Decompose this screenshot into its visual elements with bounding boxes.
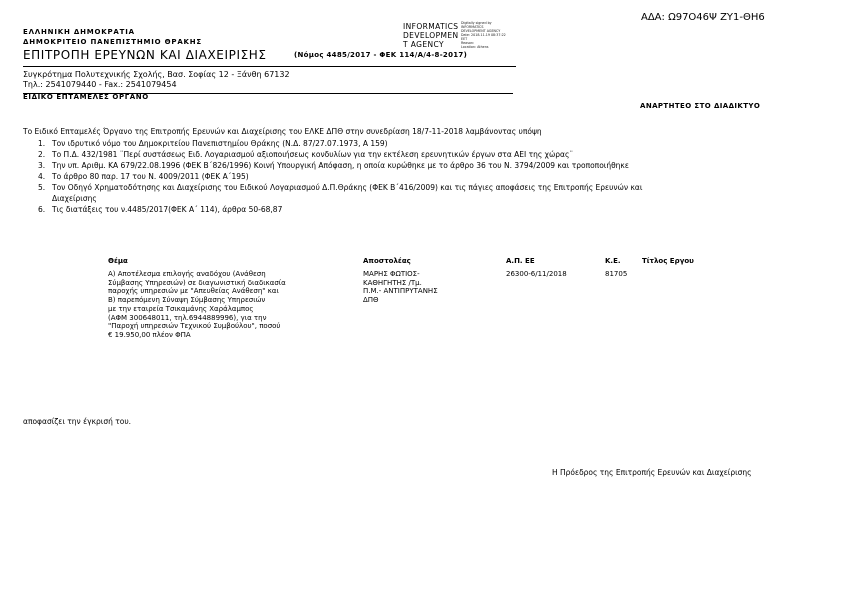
signature-detail: EET bbox=[461, 37, 468, 41]
ada-code: ΑΔΑ: Ω97Ο46Ψ ΖΥ1-ΘΗ6 bbox=[641, 12, 765, 23]
signer-line-2: DEVELOPMEN bbox=[403, 31, 459, 40]
list-item: 6. Τις διατάξεις του ν.4485/2017(ΦΕΚ Α΄ 114), άρθρα 50-68,87 bbox=[38, 205, 283, 214]
organ-title: ΕΙΔΙΚΟ ΕΠΤΑΜΕΛΕΣ ΟΡΓΑΝΟ bbox=[23, 93, 149, 101]
list-item-continuation: Διαχείρισης bbox=[52, 194, 97, 203]
signature-line: Η Πρόεδρος της Επιτροπής Ερευνών και Διαχείρισης bbox=[552, 468, 752, 477]
header-divider bbox=[23, 66, 516, 67]
table-header-sender: Αποστολέας bbox=[363, 257, 411, 265]
table-header-ke: Κ.Ε. bbox=[605, 257, 621, 265]
address-line-1: Συγκρότημα Πολυτεχνικής Σχολής, Βασ. Σοφίας 12 - Ξάνθη 67132 bbox=[23, 70, 290, 79]
law-reference: (Νόμος 4485/2017 - ΦΕΚ 114/Α/4-8-2017) bbox=[294, 51, 468, 59]
table-cell-ke: 81705 bbox=[605, 270, 628, 278]
table-cell-protocol: 26300-6/11/2018 bbox=[506, 270, 567, 278]
signature-detail: Date: 2018.11.19 08:37:22 bbox=[461, 33, 506, 37]
signature-detail: Reason: bbox=[461, 41, 475, 45]
gov-line-1: ΕΛΛΗΝΙΚΗ ΔΗΜΟΚΡΑΤΙΑ bbox=[23, 28, 135, 36]
table-cell-sender: ΜΑΡΗΣ ΦΩΤΙΟΣ- ΚΑΘΗΓΗΤΗΣ /Τμ. Π.Μ.- ΑΝΤΙΠΡΥΤΑΝΗΣ ΔΠΘ bbox=[363, 270, 438, 305]
signer-line-1: INFORMATICS bbox=[403, 22, 459, 31]
table-cell-subject: Α) Αποτέλεσμα επιλογής αναδόχου (Ανάθεση Σύμβασης Υπηρεσιών) σε διαγωνιστική διαδικασία παροχής υπηρεσιών με "Απευθείας Ανάθεση" και Β) παρεπόμενη Σύναψη Σύμβασης Υπηρεσιών με την εταιρεία Τσικαμάνης Χαράλαμπος (ΑΦΜ 300648011, τηλ.6944889996), για την "Παροχή υπηρεσιών Τεχνικού Συμβούλου", ποσού € 19.950,00 πλέον ΦΠΑ bbox=[108, 270, 286, 339]
intro-paragraph: Το Ειδικό Επταμελές Όργανο της Επιτροπής Ερευνών και Διαχείρισης του ΕΛΚΕ ΔΠΘ στην συνεδρίαση 18/7-11-2018 λαμβάνοντας υπόψη bbox=[23, 127, 542, 136]
signature-detail: DEVELOPMENT AGENCY bbox=[461, 29, 501, 33]
table-header-project: Τίτλος Εργου bbox=[642, 257, 694, 265]
post-online-label: ΑΝΑΡΤΗΤΕΟ ΣΤΟ ΔΙΑΔΙΚΤΥΟ bbox=[640, 102, 761, 110]
list-item: 2. Το Π.Δ. 432/1981 ¨Περί συστάσεως Ειδ. Λογαριασμού αξιοποιήσεως κονδυλίων για την εκτέλεση ερευνητικών έργων στα ΑΕΙ της χώρας¨ bbox=[38, 150, 574, 159]
signer-line-3: T AGENCY bbox=[403, 40, 445, 49]
decision-text: αποφασίζει την έγκρισή του. bbox=[23, 417, 132, 426]
list-item: 5. Τον Οδηγό Χρηματοδότησης και Διαχείρισης του Ειδικού Λογαριασμού Δ.Π.Θράκης (ΦΕΚ Β΄416/2009) και τις πάγιες αποφάσεις της Επιτροπής Ερευνών και bbox=[38, 183, 643, 192]
table-header-protocol: Α.Π. ΕΕ bbox=[506, 257, 535, 265]
list-item: 3. Την υπ. Αριθμ. ΚΑ 679/22.08.1996 (ΦΕΚ Β΄826/1996) Κοινή Υπουργική Απόφαση, η οποία κυρώθηκε με το άρθρο 36 του Ν. 3794/2009 και τροποποιήθηκε bbox=[38, 161, 629, 170]
list-item: 4. Το άρθρο 80 παρ. 17 του Ν. 4009/2011 (ΦΕΚ Α΄195) bbox=[38, 172, 249, 181]
signature-detail: INFORMATICS bbox=[461, 25, 484, 29]
table-header-subject: Θέμα bbox=[108, 257, 128, 265]
list-item: 1. Τον ιδρυτικό νόμο του Δημοκριτείου Πανεπιστημίου Θράκης (Ν.Δ. 87/27.07.1973, Α 159) bbox=[38, 139, 388, 148]
signature-detail: Location: Athens bbox=[461, 45, 489, 49]
signature-detail: Digitally signed by bbox=[461, 21, 492, 25]
address-line-2: Τηλ.: 2541079440 - Fax.: 2541079454 bbox=[23, 80, 177, 89]
committee-title: ΕΠΙΤΡΟΠΗ ΕΡΕΥΝΩΝ ΚΑΙ ΔΙΑΧΕΙΡΙΣΗΣ bbox=[23, 48, 267, 62]
gov-line-2: ΔΗΜΟΚΡΙΤΕΙΟ ΠΑΝΕΠΙΣΤΗΜΙΟ ΘΡΑΚΗΣ bbox=[23, 38, 203, 46]
